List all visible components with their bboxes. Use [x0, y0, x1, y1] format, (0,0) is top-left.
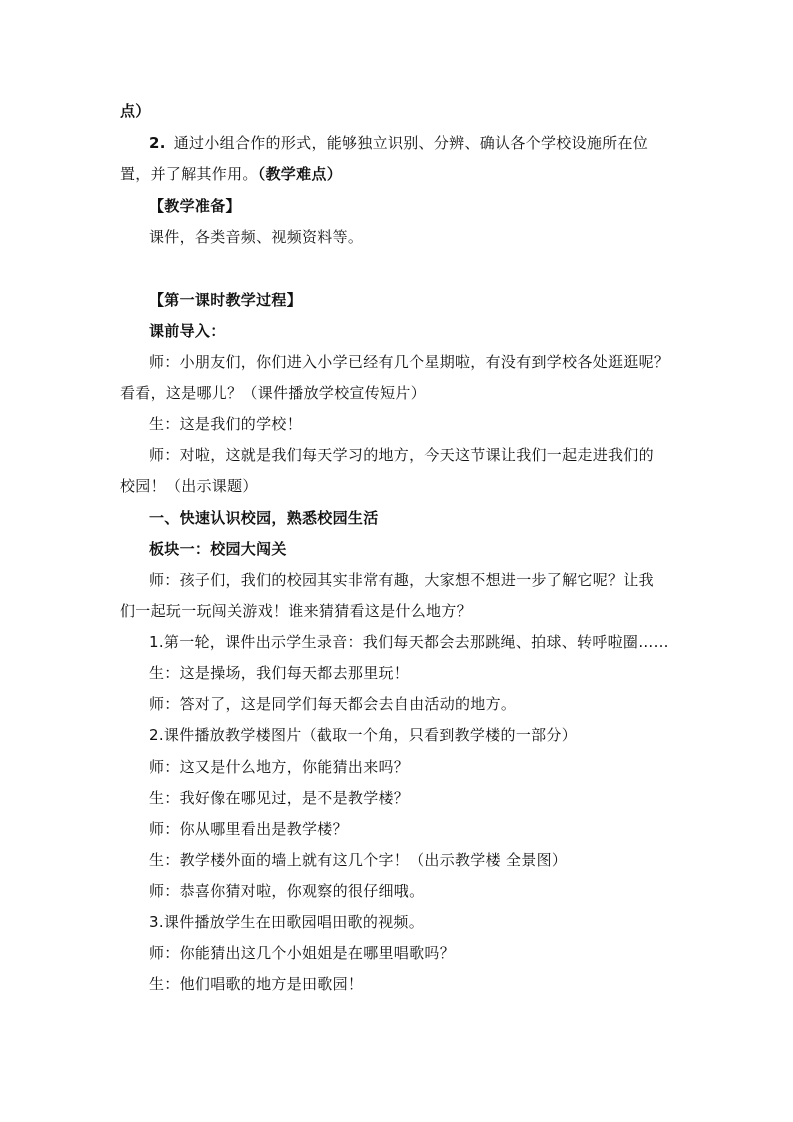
- line-text: 看看，这是哪儿？（课件播放学校宣传短片）: [120, 384, 427, 402]
- line-text: 们一起玩一玩闯关游戏！谁来猜猜看这是什么地方？: [120, 602, 472, 620]
- text-line: [149, 414, 679, 434]
- line-text: 生：这是操场，我们每天都去那里玩！: [149, 664, 410, 682]
- text-line: [120, 601, 680, 621]
- text-line: [149, 912, 679, 932]
- text-line: [149, 725, 679, 745]
- line-text: 1.第一轮，课件出示学生录音：我们每天都会去那跳绳、拍球、转呼啦圈……: [149, 633, 669, 651]
- line-text: 课件，各类音频、视频资料等。: [149, 228, 364, 246]
- text-line: [149, 570, 679, 590]
- line-text: 通过小组合作的形式，能够独立识别、分辨、确认各个学校设施所在位: [173, 134, 649, 152]
- text-line: [120, 164, 680, 184]
- section-heading: [149, 539, 679, 559]
- text-line: [149, 227, 679, 247]
- line-text: 师：对啦，这就是我们每天学习的地方，今天这节课让我们一起走进我们的: [149, 446, 654, 464]
- section-heading: [149, 321, 679, 341]
- line-text: 【第一课时教学过程】: [149, 291, 303, 309]
- line-text: 师：你能猜出这几个小姐姐是在哪里唱歌吗？: [149, 944, 456, 962]
- line-text: 师：恭喜你猜对啦，你观察的很仔细哦。: [149, 882, 425, 900]
- text-line: [149, 133, 679, 153]
- text-line: [149, 819, 679, 839]
- line-text: 课前导入：: [149, 322, 226, 340]
- line-text: 师：你从哪里看出是教学楼？: [149, 820, 348, 838]
- text-line: [120, 101, 680, 121]
- text-line: [149, 632, 679, 652]
- line-text: 【教学准备】: [149, 197, 241, 215]
- text-line: [149, 352, 679, 372]
- text-line: [120, 383, 680, 403]
- section-heading: [149, 290, 679, 310]
- text-line: [149, 445, 679, 465]
- text-line: [120, 476, 680, 496]
- line-text: 点）: [120, 102, 151, 120]
- line-text: 置，并了解其作用。: [120, 165, 258, 183]
- section-heading: [149, 508, 679, 528]
- text-line: [149, 757, 679, 777]
- text-line: [149, 881, 679, 901]
- line-text: 生：我好像在哪见过，是不是教学楼？: [149, 789, 410, 807]
- section-heading: [149, 196, 679, 216]
- line-text: 生：他们唱歌的地方是田歌园！: [149, 975, 364, 993]
- line-text: 板块一：校园大闯关: [149, 540, 287, 558]
- line-text: 校园！（出示课题）: [120, 477, 258, 495]
- text-line: [149, 694, 679, 714]
- emphasis-text: （教学难点）: [257, 165, 343, 183]
- text-line: [149, 974, 679, 994]
- text-line: [149, 788, 679, 808]
- line-text: 2.课件播放教学楼图片（截取一个角，只看到教学楼的一部分）: [149, 726, 578, 744]
- line-text: 师：这又是什么地方，你能猜出来吗？: [149, 758, 410, 776]
- line-text: 3.课件播放学生在田歌园唱田歌的视频。: [149, 913, 425, 931]
- line-text: 师：答对了，这是同学们每天都会去自由活动的地方。: [149, 695, 517, 713]
- line-text: 师：孩子们，我们的校园其实非常有趣，大家想不想进一步了解它呢？让我: [149, 571, 654, 589]
- text-line: [149, 850, 679, 870]
- list-number: 2.: [149, 134, 166, 152]
- line-text: 师：小朋友们，你们进入小学已经有几个星期啦，有没有到学校各处逛逛呢？: [149, 353, 670, 371]
- line-text: 生：这是我们的学校！: [149, 415, 303, 433]
- text-line: [149, 943, 679, 963]
- line-text: 生：教学楼外面的墙上就有这几个字！（出示教学楼 全景图）: [149, 851, 568, 869]
- line-text: 一、快速认识校园，熟悉校园生活: [149, 509, 379, 527]
- text-line: [149, 663, 679, 683]
